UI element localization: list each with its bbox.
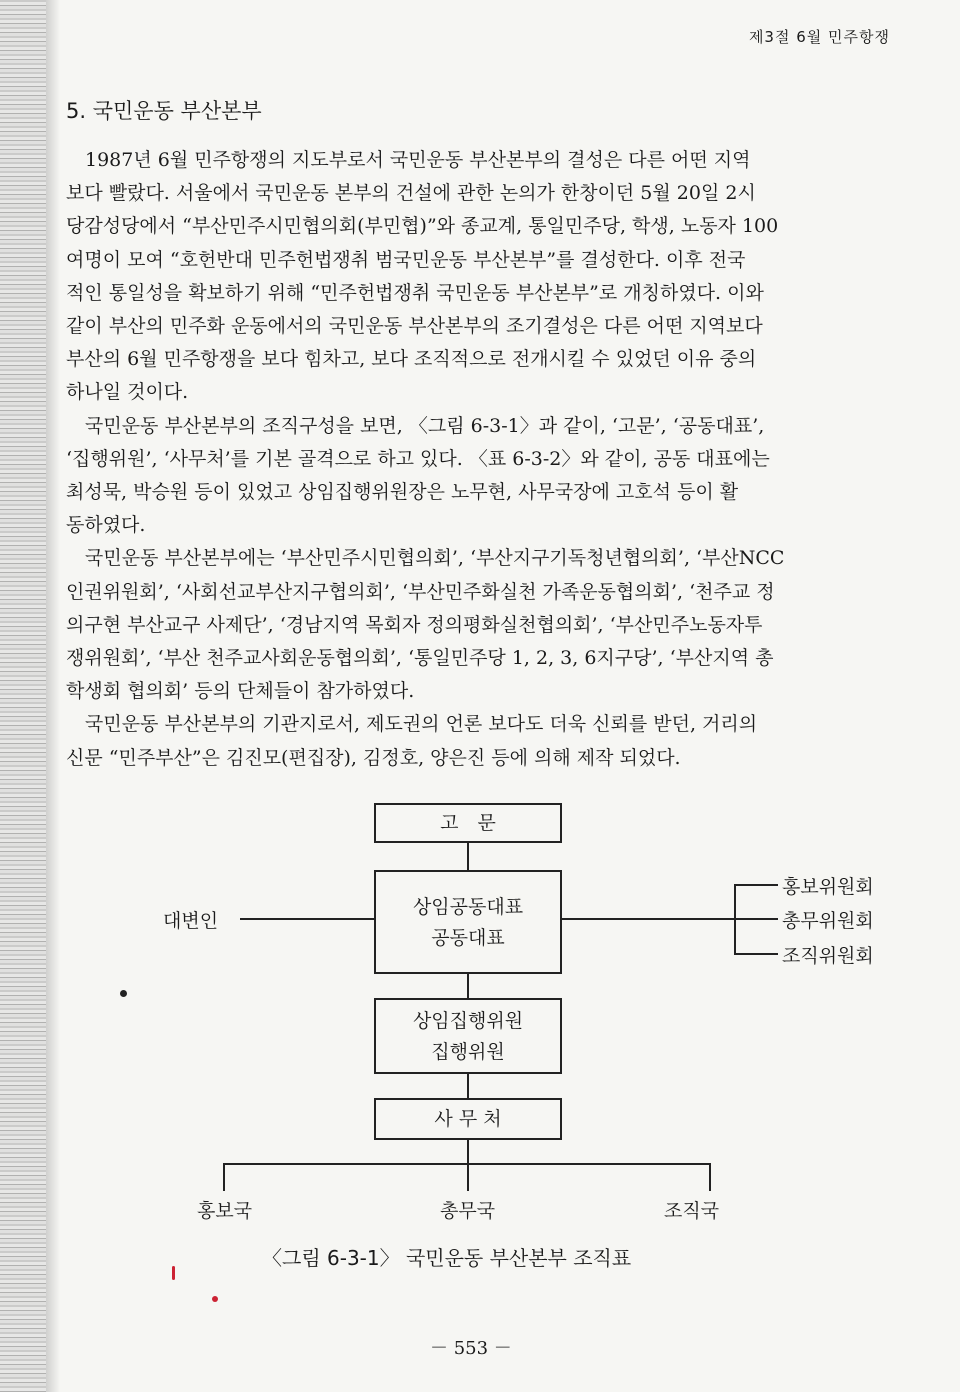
connector-line	[734, 918, 778, 920]
text-line: 당감성당에서 “부산민주시민협의회(부민협)”와 종교계, 통일민주당, 학생, 노동자 100	[66, 215, 779, 238]
figure-caption: 〈그림 6-3-1〉 국민운동 부산본부 조직표	[262, 1246, 632, 1270]
running-head: 제3절 6월 민주항쟁	[748, 28, 890, 46]
bureau-label: 조직국	[664, 1200, 720, 1222]
text-line: 최성묵, 박승원 등이 있었고 상임집행위원장은 노무현, 사무국장에 고호석 등이 활	[66, 481, 739, 504]
committee-label: 홍보위원회	[782, 876, 874, 898]
connector-line	[467, 1140, 469, 1164]
executive-line1: 상임집행위원	[412, 1010, 524, 1032]
representatives-box	[374, 870, 562, 974]
section-title: 5. 국민운동 부산본부	[66, 99, 262, 123]
advisor-label: 고 문	[440, 812, 496, 834]
text-line: 인권위원회’, ‘사회선교부산지구협의회’, ‘부산민주화실천 가족운동협의회’, ‘천주교 정	[66, 580, 775, 603]
bureau-label: 홍보국	[197, 1200, 253, 1222]
representatives-line1: 상임공동대표	[412, 896, 524, 918]
connector-line	[709, 1163, 711, 1191]
connector-line	[467, 1074, 469, 1098]
text-line: 학생회 협의회’ 등의 단체들이 참가하였다.	[66, 680, 415, 703]
representatives-line2: 공동대표	[431, 927, 505, 949]
secretariat-box	[374, 1098, 562, 1140]
executive-line2: 집행위원	[431, 1041, 505, 1063]
text-line: 신문 “민주부산”은 김진모(편집장), 김정호, 양은진 등에 의해 제작 되었다.	[66, 746, 681, 769]
text-line: 국민운동 부산본부의 기관지로서, 제도권의 언론 보다도 더욱 신뢰를 받던, 거리의	[66, 713, 758, 736]
text-line: 적인 통일성을 확보하기 위해 “민주헌법쟁취 국민운동 부산본부”로 개칭하였다. 이와	[66, 281, 764, 304]
connector-line	[467, 1163, 469, 1191]
text-line: ‘집행위원’, ‘사무처’를 기본 골격으로 하고 있다. 〈표 6-3-2〉와 같이, 공동 대표에는	[66, 447, 770, 470]
scan-speck	[212, 1296, 218, 1302]
connector-line	[734, 953, 778, 955]
page-number: － 553 －	[430, 1338, 512, 1359]
text-line: 국민운동 부산본부에는 ‘부산민주시민협의회’, ‘부산지구기독청년협의회’, ‘부산NCC	[66, 547, 785, 570]
scan-speck	[120, 990, 127, 997]
connector-line	[562, 918, 736, 920]
spokesperson-label: 대변인	[163, 910, 219, 932]
text-line: 동하였다.	[66, 514, 146, 537]
advisor-box	[374, 803, 562, 843]
text-line: 의구현 부산교구 사제단’, ‘경남지역 목회자 정의평화실천협의회’, ‘부산민주노동자투	[66, 613, 763, 636]
text-line: 여명이 모여 “호헌반대 민주헌법쟁취 범국민운동 부산본부”를 결성한다. 이후 전국	[66, 248, 746, 271]
connector-line	[240, 918, 374, 920]
connector-line	[223, 1163, 225, 1191]
committee-label: 총무위원회	[782, 910, 874, 932]
secretariat-label: 사 무 처	[434, 1108, 502, 1130]
connector-line	[467, 974, 469, 998]
committee-label: 조직위원회	[782, 945, 874, 967]
bureau-label: 총무국	[440, 1200, 496, 1222]
text-line: 쟁위원회’, ‘부산 천주교사회운동협의회’, ‘통일민주당 1, 2, 3, 6지구당’, ‘부산지역 총	[66, 647, 774, 670]
text-line: 같이 부산의 민주화 운동에서의 국민운동 부산본부의 조기결성은 다른 어떤 지역보다	[66, 315, 763, 338]
text-line: 1987년 6월 민주항쟁의 지도부로서 국민운동 부산본부의 결성은 다른 어떤 지역	[66, 149, 751, 171]
connector-line	[734, 884, 778, 886]
text-line: 부산의 6월 민주항쟁을 보다 힘차고, 보다 조직적으로 전개시킬 수 있었던 이유 중의	[66, 348, 757, 371]
text-line: 보다 빨랐다. 서울에서 국민운동 본부의 건설에 관한 논의가 한창이던 5월 20일 2시	[66, 182, 756, 205]
text-line: 국민운동 부산본부의 조직구성을 보면, 〈그림 6-3-1〉과 같이, ‘고문’, ‘공동대표’,	[66, 414, 765, 437]
text-line: 하나일 것이다.	[66, 381, 189, 404]
executive-box	[374, 998, 562, 1074]
scan-speck	[172, 1266, 175, 1280]
connector-line	[467, 843, 469, 870]
